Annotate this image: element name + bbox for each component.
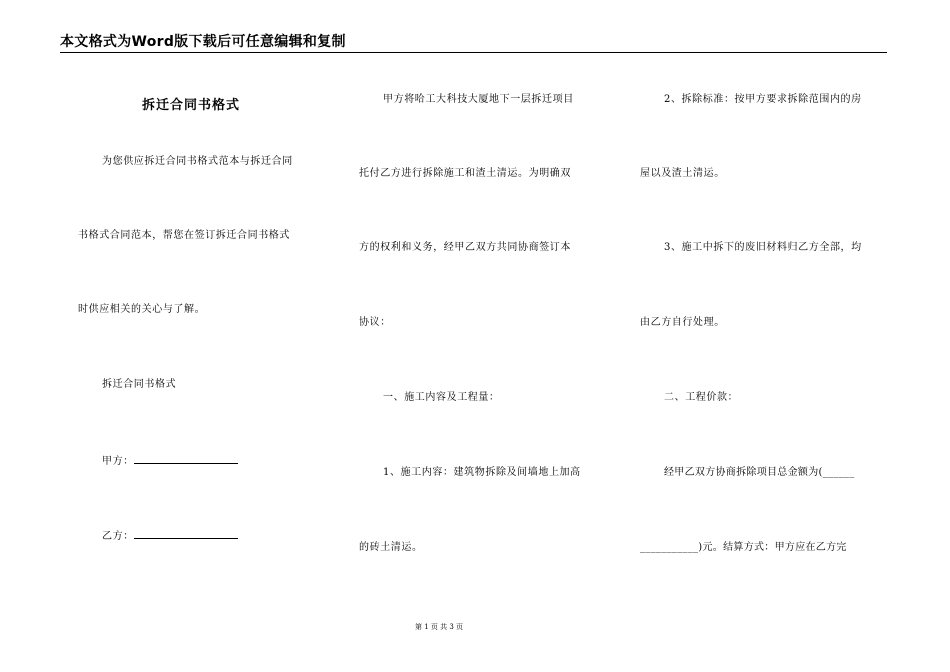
party-b-line [102, 528, 238, 544]
document-title: 拆迁合同书格式 [142, 98, 241, 113]
header-title: 本文格式为Word版下载后可任意编辑和复制 [60, 34, 346, 50]
paragraph-line: 2、拆除标准：按甲方要求拆除范围内的房 [664, 94, 862, 105]
paragraph-line: 经甲乙双方协商拆除项目总金额为(______ [664, 467, 855, 478]
paragraph-line: 由乙方自行处理。 [640, 317, 725, 328]
party-b-label: 乙方： [102, 531, 134, 542]
paragraph-line: 托付乙方进行拆除施工和渣土清运。为明确双 [359, 168, 571, 179]
paragraph-line: 的砖土清运。 [359, 542, 423, 553]
party-a-blank [134, 453, 238, 464]
party-b-blank [134, 528, 238, 539]
paragraph-line: 时供应相关的关心与了解。 [78, 304, 206, 315]
paragraph-line: 甲方将哈工大科技大厦地下一层拆迁项目 [383, 94, 574, 105]
party-a-line [102, 453, 238, 469]
paragraph-line: 书格式合同范本，帮您在签订拆迁合同书格式 [78, 230, 290, 241]
paragraph-line: 屋以及渣土清运。 [640, 168, 725, 179]
paragraph-line: 为您供应拆迁合同书格式范本与拆迁合同 [102, 156, 293, 167]
paragraph-line: 3、施工中拆下的废旧材料归乙方全部，均 [664, 242, 862, 253]
paragraph-line: ___________)元。结算方式：甲方应在乙方完 [640, 542, 847, 553]
paragraph-line: 1、施工内容：建筑物拆除及间墙地上加高 [383, 467, 581, 478]
paragraph-line: 方的权利和义务，经甲乙双方共同协商签订本 [359, 242, 571, 253]
section-heading: 一、施工内容及工程量： [383, 392, 500, 403]
subtitle-line: 拆迁合同书格式 [102, 379, 177, 390]
page-number: 第 1 页 共 3 页 [415, 623, 464, 631]
party-a-label: 甲方： [102, 456, 134, 467]
document-header [60, 32, 887, 53]
section-heading: 二、工程价款： [664, 392, 739, 403]
paragraph-line: 协议： [359, 317, 391, 328]
